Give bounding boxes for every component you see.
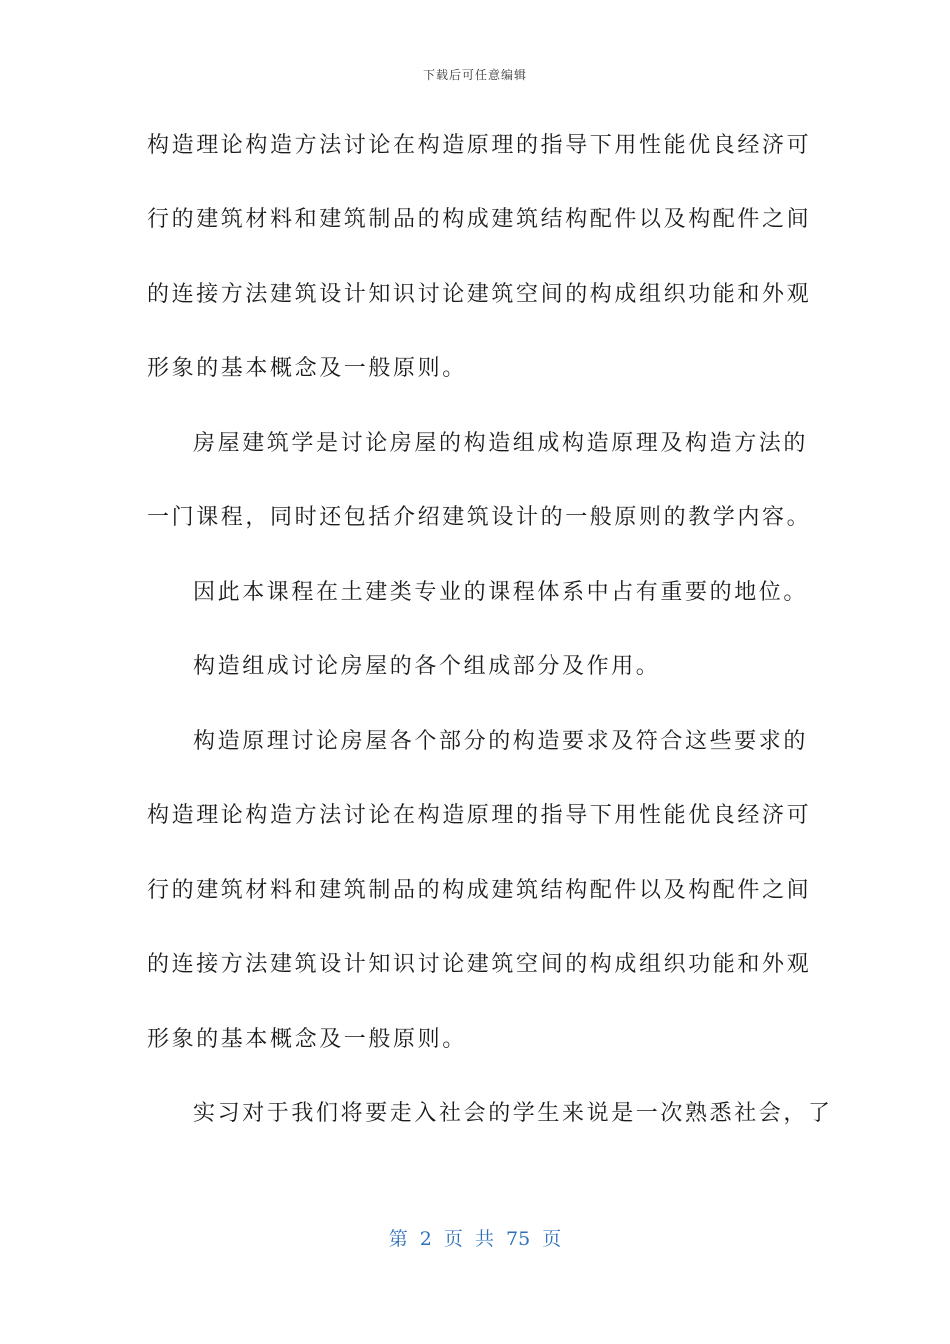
page-number-footer: 第 2 页 共 75 页 [388, 1228, 562, 1250]
paragraph-first-line: 构造组成讨论房屋的各个组成部分及作用。 [193, 654, 661, 679]
text-line: 行的建筑材料和建筑制品的构成建筑结构配件以及构配件之间 [147, 207, 812, 232]
text-line: 的连接方法建筑设计知识讨论建筑空间的构成组织功能和外观 [147, 952, 812, 977]
paragraph-first-line: 房屋建筑学是讨论房屋的构造组成构造原理及构造方法的 [193, 431, 809, 456]
text-line: 的连接方法建筑设计知识讨论建筑空间的构成组织功能和外观 [147, 282, 812, 307]
paragraph-first-line: 构造原理讨论房屋各个部分的构造要求及符合这些要求的 [193, 729, 809, 754]
text-line: 构造理论构造方法讨论在构造原理的指导下用性能优良经济可 [147, 133, 812, 158]
paragraph-first-line: 实习对于我们将要走入社会的学生来说是一次熟悉社会，了 [193, 1101, 833, 1126]
text-line: 形象的基本概念及一般原则。 [147, 356, 467, 381]
text-line: 构造理论构造方法讨论在构造原理的指导下用性能优良经济可 [147, 803, 812, 828]
text-line: 形象的基本概念及一般原则。 [147, 1027, 467, 1052]
text-line: 行的建筑材料和建筑制品的构成建筑结构配件以及构配件之间 [147, 878, 812, 903]
paragraph-first-line: 因此本课程在土建类专业的课程体系中占有重要的地位。 [193, 580, 809, 605]
page-header: 下载后可任意编辑 [422, 68, 527, 82]
text-line: 一门课程，同时还包括介绍建筑设计的一般原则的教学内容。 [147, 505, 812, 530]
